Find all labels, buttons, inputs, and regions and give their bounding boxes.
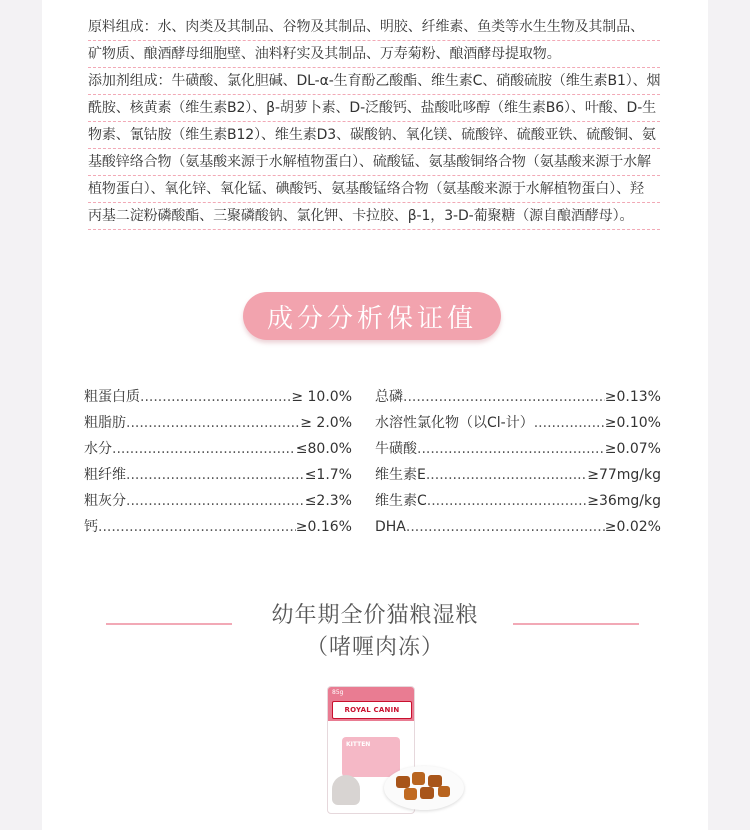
analysis-value: ≤2.3%: [304, 493, 352, 509]
product-subtitle: （啫喱肉冻）: [305, 635, 444, 660]
analysis-label: 维生素C: [375, 493, 427, 509]
dot-leader: [426, 462, 587, 488]
analysis-label: 粗蛋白质: [84, 389, 140, 405]
analysis-label: 水分: [84, 441, 112, 457]
analysis-value: ≥36mg/kg: [587, 493, 661, 509]
analysis-value: ≥0.02%: [604, 519, 661, 535]
analysis-row: [84, 384, 352, 410]
product-title: 幼年期全价猫粮湿粮: [271, 603, 479, 628]
analysis-value: ≤1.7%: [304, 467, 352, 483]
analysis-row: [375, 462, 661, 488]
analysis-value: ≥0.16%: [295, 519, 352, 535]
dot-leader: [112, 436, 296, 462]
analysis-value: ≥ 10.0%: [291, 389, 352, 405]
food-chunk: [396, 776, 410, 788]
ingredient-line: 植物蛋白）、氧化锌、氧化锰、碘酸钙、氨基酸锰络合物（氨基酸来源于水解植物蛋白）、羟: [88, 176, 660, 203]
analysis-row: [84, 514, 352, 540]
title-rule-right: [513, 623, 639, 625]
analysis-label: 粗纤维: [84, 467, 126, 483]
food-chunk: [412, 772, 425, 785]
analysis-row: [375, 488, 661, 514]
dot-leader: [406, 514, 605, 540]
ingredient-line: 原料组成：水、肉类及其制品、谷物及其制品、明胶、纤维素、鱼类等水生生物及其制品、: [88, 14, 660, 41]
analysis-label: 钙: [84, 519, 98, 535]
analysis-row: [375, 384, 661, 410]
analysis-label: 维生素E: [375, 467, 426, 483]
analysis-label: DHA: [375, 519, 406, 535]
dot-leader: [403, 384, 605, 410]
analysis-row: [84, 436, 352, 462]
kitten-photo: [332, 775, 360, 805]
dot-leader: [140, 384, 291, 410]
analysis-label: 水溶性氯化物（以Cl-计）: [375, 415, 534, 431]
analysis-value: ≥0.13%: [604, 389, 661, 405]
food-chunk: [404, 788, 417, 800]
dot-leader: [98, 514, 296, 540]
analysis-title: 成分分析保证值: [266, 303, 477, 334]
analysis-label: 粗灰分: [84, 493, 126, 509]
analysis-row: [375, 514, 661, 540]
ingredient-line: 基酸锌络合物（氨基酸来源于水解植物蛋白）、硫酸锰、氨基酸铜络合物（氨基酸来源于水解: [88, 149, 660, 176]
analysis-row: [84, 488, 352, 514]
analysis-row: [375, 436, 661, 462]
analysis-column-left: [84, 384, 352, 540]
dot-leader: [534, 410, 605, 436]
dot-leader: [126, 462, 305, 488]
ingredient-line: 酰胺、核黄素（维生素B2）、β-胡萝卜素、D-泛酸钙、盐酸吡哆醇（维生素B6）、叶酸、D-生: [88, 95, 660, 122]
food-chunk: [420, 787, 434, 799]
analysis-value: ≥0.07%: [604, 441, 661, 457]
analysis-label: 牛磺酸: [375, 441, 417, 457]
ingredient-line: 矿物质、酿酒酵母细胞壁、油料籽实及其制品、万寿菊粉、酿酒酵母提取物。: [88, 41, 660, 68]
analysis-label: 粗脂肪: [84, 415, 126, 431]
pouch-weight: 85g: [332, 689, 344, 696]
analysis-row: [84, 462, 352, 488]
pouch-label: KITTEN: [346, 741, 371, 748]
dot-leader: [126, 410, 300, 436]
ingredients-list: [88, 14, 660, 230]
analysis-row: [84, 410, 352, 436]
dot-leader: [417, 436, 605, 462]
dot-leader: [126, 488, 305, 514]
analysis-title-badge: [243, 292, 501, 340]
food-plate-image: [384, 766, 464, 810]
dot-leader: [427, 488, 587, 514]
analysis-value: ≥0.10%: [604, 415, 661, 431]
ingredient-line: 添加剂组成：牛磺酸、氯化胆碱、DL-α-生育酚乙酸酯、维生素C、硝酸硫胺（维生素B1）、烟: [88, 68, 660, 95]
food-chunk: [438, 786, 450, 797]
analysis-value: ≤80.0%: [295, 441, 352, 457]
ingredient-line: 物素、氰钴胺（维生素B12）、维生素D3、碳酸钠、氧化镁、硫酸锌、硫酸亚铁、硫酸铜、氨: [88, 122, 660, 149]
analysis-label: 总磷: [375, 389, 403, 405]
analysis-row: [375, 410, 661, 436]
title-rule-left: [106, 623, 232, 625]
analysis-column-right: [375, 384, 661, 540]
analysis-value: ≥ 2.0%: [300, 415, 352, 431]
brand-logo: ROYAL CANIN: [332, 701, 412, 719]
analysis-value: ≥77mg/kg: [587, 467, 661, 483]
ingredient-line: 丙基二淀粉磷酸酯、三聚磷酸钠、氯化钾、卡拉胶、β-1，3-D-葡聚糖（源自酿酒酵母）。: [88, 203, 660, 230]
product-title-block: [230, 600, 520, 664]
